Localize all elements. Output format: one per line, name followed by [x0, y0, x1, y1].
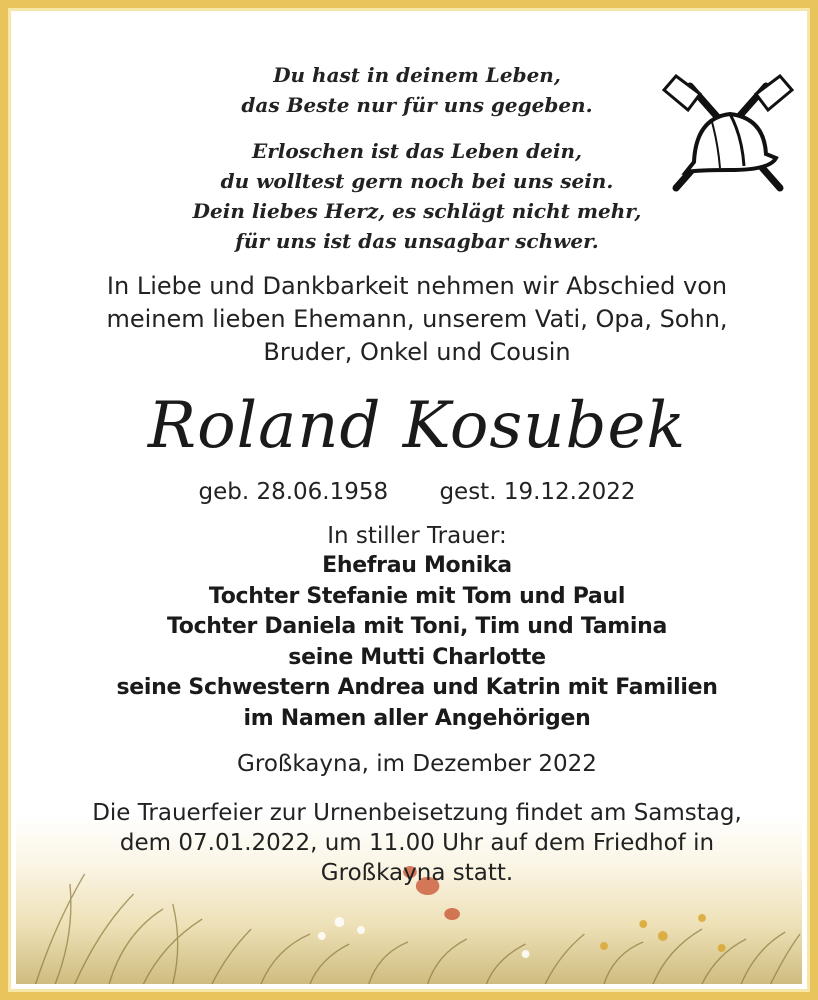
death-date: gest. 19.12.2022 — [439, 479, 636, 505]
poem-line: Du hast in deinem Leben, — [273, 63, 561, 87]
funeral-service-info — [48, 798, 786, 888]
service-line: dem 07.01.2022, um 11.00 Uhr auf dem Friedhof in — [119, 830, 715, 856]
mourning-title: In stiller Trauer: — [327, 523, 507, 549]
life-dates — [8, 476, 818, 508]
poem-stanza-2 — [8, 136, 818, 256]
intro-line: Bruder, Onkel und Cousin — [263, 338, 571, 366]
birth-date: geb. 28.06.1958 — [198, 479, 389, 505]
farewell-intro — [68, 270, 766, 369]
poem-line: du wolltest gern noch bei uns sein. — [220, 169, 614, 193]
mourner-entry: Tochter Daniela mit Toni, Tim und Tamina — [166, 614, 668, 639]
mourners-list — [8, 551, 818, 734]
mourner-entry: Tochter Stefanie mit Tom und Paul — [208, 583, 626, 609]
intro-line: In Liebe und Dankbarkeit nehmen wir Abschied von — [106, 272, 728, 300]
mourner-entry: im Namen aller Angehörigen — [243, 705, 591, 731]
poem-line: das Beste nur für uns gegeben. — [241, 93, 593, 117]
deceased-name: Roland Kosubek — [147, 389, 687, 463]
mourner-entry: seine Schwestern Andrea und Katrin mit Familien — [116, 675, 718, 700]
mourner-entry: Ehefrau Monika — [322, 553, 512, 578]
poem-line: für uns ist das unsagbar schwer. — [235, 229, 599, 253]
service-line: Die Trauerfeier zur Urnenbeisetzung findet am Samstag, — [92, 800, 742, 826]
service-line: Großkayna statt. — [320, 860, 514, 886]
intro-line: meinem lieben Ehemann, unserem Vati, Opa, Sohn, — [106, 305, 728, 333]
place-date: Großkayna, im Dezember 2022 — [237, 751, 597, 777]
poem-line: Erloschen ist das Leben dein, — [252, 139, 582, 163]
mourner-entry: seine Mutti Charlotte — [288, 644, 546, 670]
poem-line: Dein liebes Herz, es schlägt nicht mehr, — [192, 199, 642, 223]
poem-stanza-1 — [8, 60, 818, 120]
